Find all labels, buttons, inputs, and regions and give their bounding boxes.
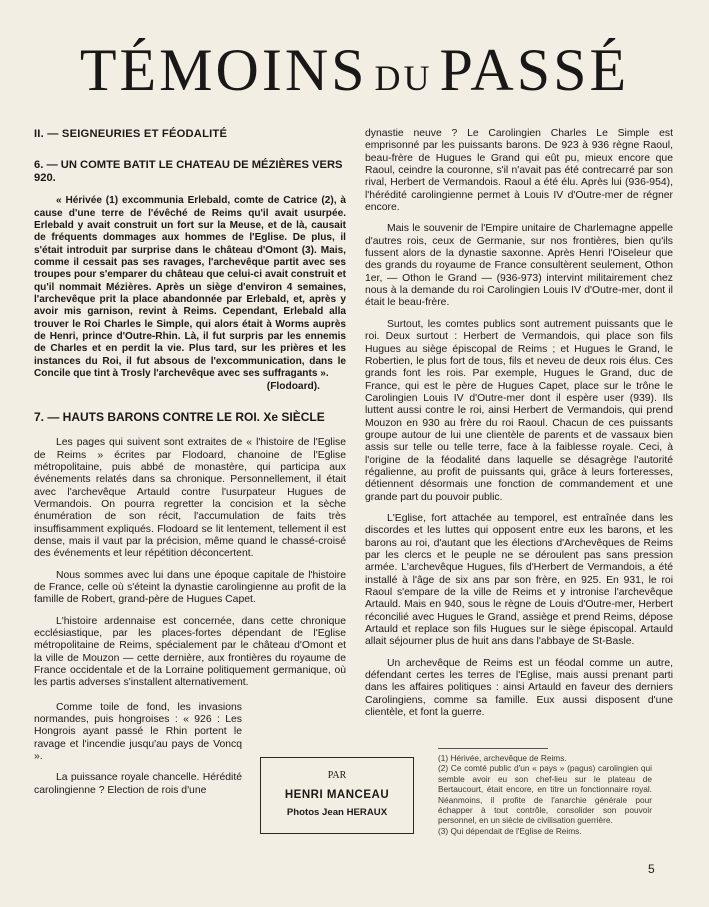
paragraph: dynastie neuve ? Le Carolingien Charles Le Simple est emprisonné par les puissants barons. De 923 à 936 règne Raoul, beau-frère de Hugues le Grand qui eût pu, mieux encore que Raoul, ceindre la couronne, s'il n'avait pas été contrecarré par son rival, Herbert de Vermandois. Raoul a été élu. Après lui (936-954), l'hérédité carolingienne permet à Louis IV d'Outre-mer de régner encore. [365,128,673,214]
title-passe: PASSÉ [439,37,630,103]
right-column [365,128,673,719]
credit-author: HENRI MANCEAU [284,789,390,801]
footnotes [438,748,652,836]
footnote-1: (1) Hérivée, archevêque de Reims. [438,753,567,763]
paragraph: Comme toile de fond, les invasions normandes, puis hongroises : « 926 : Les Hongrois ayant passé le Rhin portent le ravage et l'incendie jusqu'au pays de Voncq ». [34,701,242,763]
title-du: DU [374,58,433,98]
footnote-3: (3) Qui dépendait de l'Eglise de Reims. [438,825,582,836]
narrow-column [34,702,242,797]
section-heading: II. — SEIGNEURIES ET FÉODALITÉ [34,128,228,140]
paragraph: La puissance royale chancelle. Hérédité carolingienne ? Election de rois d'une [34,772,242,796]
subheading-6: 6. — UN COMTE BATIT LE CHATEAU DE MÉZIÈRES VERS 920. [34,159,343,185]
paragraph: Nous sommes avec lui dans une époque capitale de l'histoire de France, celle où s'éteint la dynastie carolingienne au profit de la famille de Robert, grand-père de Hugues Capet. [34,569,346,606]
credit-photos: Photos Jean HERAUX [286,807,388,818]
paragraph: Surtout, les comtes publics sont autrement puissants que le roi. Deux surtout : Herbert de Vermandois, qui place son fils Hugues au siège épiscopal de Reims ; et Hugues le Grand, le Robertien, le plus fort de tous, fils et neveu de deux rois élus. Ces grands font les rois. Par exemple, Hugues le Grand, duc de France, qui est le père de Hugues Capet, place sur le trône le Carolingien Louis IV d'Outre-mer dont il espère user (939). Ils luttent aussi contre le roi, ainsi Herbert de Vermandois, qui prend Mouzon en 930 au frère du roi Raoul. Chacun de ces puissants groupe autour de lui une clientèle de parents et de vassaux bien assis sur telle ou telle terre, face à la faiblesse royale. Ceci, à l'origine de la féodalité dans laquelle se désagrège l'autorité régalienne, au profit de puissants qui, grâce à leurs forteresses, détiennent désormais une fonction de commandement et une grande part du pouvoir public. [365,318,673,503]
quote-attribution: (Flodoard). [266,380,320,392]
left-column [34,128,346,797]
paragraph: L'histoire ardennaise est concernée, dans cette chronique ecclésiastique, par les places-fortes dépendant de l'Eglise métropolitaine de Reims, spécialement par le château d'Omont et la ville de Mouzon — cette dernière, aux frontières du royaume de France occidentale et de la Lorraine politiquement germanique, où les partis adverses s'installent alternativement. [34,615,346,689]
subheading-7: 7. — HAUTS BARONS CONTRE LE ROI. Xe SIÈCLE [34,409,325,424]
paragraph: Un archevêque de Reims est un féodal comme un autre, défendant certes les terres de l'Eglise, mais aussi prenant parti dans les affaires politiques : ainsi Artauld en faveur des derniers Carolingiens, comme sa famille. Eux aussi disposent d'une clientèle, et font la guerre. [365,657,673,719]
paragraph: Mais le souvenir de l'Empire unitaire de Charlemagne appelle d'autres rois, ceux de Germanie, sur nos frontières, bien qu'ils fussent alors de la dynastie saxonne. Après Henri l'Oiseleur que des grands du royaume de France consultèrent seulement, Othon 1er, — Othon le Grand — (936-973) intervint militairement chez nous à la demande du roi Carolingien Louis IV d'Outre-mer, dont il était le beau-frère. [365,223,673,309]
footnote-2: (2) Ce comté public d'un « pays » (pagus) carolingien qui semble avoir eu son chef-lieu sur le plateau de Bertaucourt, était encore, en titre un fonctionnaire royal. Néanmoins, il profite de l'anarchie générale pour échapper à tout contrôle, consolider son pouvoir personnel, en un siècle de civilisation guerrière. [438,763,652,826]
paragraph: L'Eglise, fort attachée au temporel, est entraînée dans les discordes et les luttes qui opposent entre eux les barons, et les barons au roi, d'autant que les élections d'Archevêques de Reims par les clercs et le peuple ne se déroulent pas sans pression armée. L'archevêque Hugues, fils d'Herbert de Vermandois, a été installé à l'âge de six ans par son frère, en 925. En 931, le roi Raoul s'empare de la ville de Reims et y intronise l'archevêque Artauld. Mais en 940, sous le règne de Louis d'Outre-mer, Herbert réconcilié avec Hugues le Grand, assiège et prend Reims, dépose Artauld et replace son fils Hugues sur le siège épiscopal. Artauld allait séjourner plus de huit ans dans l'abbaye de St-Basle. [365,512,673,648]
page-title [0,37,709,103]
author-credit-box [260,757,414,834]
credit-par: PAR [327,770,347,781]
quote-text: « Hérivée (1) excommunia Erlebald, comte de Catrice (2), à cause d'une terre de l'évêché de Reims qu'il avait usurpée. Erlebald y avait construit un fort sur la Meuse, et de là, causait de fréquents dommages aux hommes de l'Eglise. De plus, il s'était introduit par surprise dans le château d'Omont (3). Mais, comme il cessait pas ses ravages, l'archevêque partit avec ses troupes pour s'emparer du château que celui-ci avait construit et qu'il nommait Mézières. Après un siège d'environ 4 semaines, l'archevêque prit la place abandonnée par Erlebald, et, après y avoir mis garnison, revint à Reims. Cependant, Erlebald alla trouver le Roi Charles le Simple, qui alors était à Worms auprès de Henri, prince d'Outre-Rhin. Là, il fut surpris par les ennemis de Charles et en perdit la vie. Plus tard, sur les prières et les instances du Roi, il fut absous de l'excommunication, dans le Concile que tint à Trosly l'archevêque avec ses suffragants ». [34,195,346,380]
paragraph: Les pages qui suivent sont extraites de « l'histoire de l'Eglise de Reims » écrites par Flodoard, chanoine de l'Eglise métropolitaine, puis abbé de monastère, qui participa aux événements relatés dans sa chronique. Personnellement, il était avec l'archevêque Artauld contre l'usurpateur Hugues de Vermandois. On pourra regretter la concision et la sèche énumération de son récit, l'accumulation de faits très insuffisamment expliqués. Flodoard se lit lentement, tellement il est dense, mais il vaut par la précision, même quand le chassé-croisé des événements et leur répétition déconcertent. [34,437,346,560]
page-number: 5 [648,862,655,876]
flodoard-quote [34,195,346,393]
title-temoins: TÉMOINS [79,37,368,103]
footnote-rule [438,748,548,749]
